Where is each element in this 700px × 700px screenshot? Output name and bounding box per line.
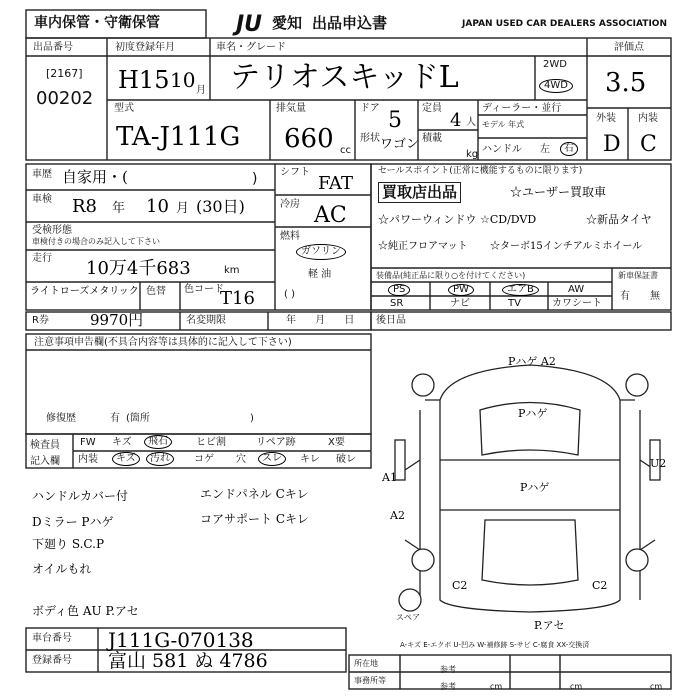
car-name-label: 車名・グレード <box>216 42 286 53</box>
doors-label: ドア <box>360 103 380 114</box>
check-fw: FW <box>80 437 96 448</box>
mileage-unit: km <box>224 265 240 276</box>
check-x: X要 <box>328 437 345 448</box>
dims-cm-2: cm <box>570 682 583 691</box>
check-crack: ヒビ割 <box>196 437 226 448</box>
drive-2wd: 2WD <box>543 59 567 70</box>
registration-year: H15 <box>118 66 170 94</box>
aircon-label: 冷房 <box>280 199 300 210</box>
chassis-value: J111G-070138 <box>108 628 254 652</box>
inspection-month-unit: 月 <box>176 201 190 216</box>
check-chip: 飛石 <box>144 435 172 449</box>
sales-point-1: ☆ユーザー買取車 <box>510 185 607 199</box>
check-cut: キレ <box>300 454 320 465</box>
remark-5: 下廻り S.C.P <box>32 537 105 551</box>
assoc-name: JAPAN USED CAR DEALERS ASSOCIATION <box>462 19 667 29</box>
mileage-label: 走行 <box>32 253 52 264</box>
usage-value: 自家用・( <box>62 168 128 186</box>
plate-value: 富山 581 ぬ 4786 <box>108 650 268 672</box>
equip-aw: AW <box>568 284 585 295</box>
repair-label: 修復歴 <box>46 413 76 424</box>
equip-pw: PW <box>448 284 474 296</box>
lot-number: 00202 <box>36 88 94 109</box>
dims-label-2: 事務所等 <box>354 676 386 685</box>
displacement-value: 660 <box>284 124 334 154</box>
drive-4wd: 4WD <box>539 79 573 93</box>
sales-points-label: セールスポイント(正常に機能するものに限ります) <box>378 166 583 176</box>
shift-label: シフト <box>280 167 310 178</box>
repair-place: (箇所 <box>126 413 150 424</box>
inspection-month: 10 <box>146 196 169 217</box>
sales-point-4: ☆新品タイヤ <box>586 213 652 226</box>
mileage-value: 10万4千683 <box>86 258 191 279</box>
inspection-era: R8 <box>72 196 98 217</box>
sales-point-6: ☆ターボ15インチアルミホイール <box>490 241 643 252</box>
check-repair: リペア跡 <box>256 437 296 448</box>
check-int-scratch: キズ <box>112 452 140 466</box>
handle-label: ハンドル <box>482 144 522 155</box>
recycle-label: R券 <box>32 315 49 326</box>
rating-value: 3.5 <box>605 68 647 98</box>
equip-leather: カワシート <box>552 298 602 309</box>
dims-cm-3: cm <box>650 682 663 691</box>
name-change-label: 名変期限 <box>186 315 226 326</box>
dims-label-1: 所在地 <box>354 659 378 668</box>
displacement-label: 排気量 <box>276 103 306 114</box>
remark-4: コアサポート Cキレ <box>200 512 309 526</box>
repair-yes: 有 <box>110 413 120 424</box>
rating-int: C <box>640 132 657 157</box>
diagram-mark-front: Pハゲ A2 <box>508 355 556 368</box>
fuel-gasoline: ガソリン <box>296 244 346 260</box>
check-dirt: 汚れ <box>146 452 174 466</box>
remark-3: Dミラー Pハゲ <box>32 515 114 529</box>
equipment-label: 装備品(純正品に限り○を付けてください) <box>376 271 526 280</box>
warranty-label: 新車保証書 <box>618 271 658 280</box>
remark-1: ハンドルカバー付 <box>32 489 129 503</box>
diagram-mark-right: U2 <box>650 457 667 470</box>
check-interior: 内装 <box>78 454 98 465</box>
handle-right: 右 <box>560 142 578 156</box>
remark-6: オイルもれ <box>32 562 92 576</box>
model-value: TA-J111G <box>116 122 241 152</box>
sales-point-3: ☆CD/DVD <box>480 213 537 226</box>
equip-ps: PS <box>388 284 410 296</box>
shift-value: FAT <box>318 173 353 194</box>
load-label: 積載 <box>422 133 442 144</box>
inspection-label: 車検 <box>32 194 52 205</box>
recycle-value: 9970円 <box>90 311 144 329</box>
fuel-label: 燃料 <box>280 231 300 242</box>
receipt-label: 受検形態 <box>32 225 72 236</box>
back-date-label: 後日品 <box>376 315 406 326</box>
registration-month-unit: 月 <box>196 85 206 96</box>
shape-label: 形状 <box>360 133 380 144</box>
diagram-mark-left2: A2 <box>390 509 405 522</box>
rating-ext: D <box>603 132 621 157</box>
check-hole: 穴 <box>236 454 246 465</box>
diagram-mark-roof: Pハゲ <box>520 481 550 494</box>
diagram-mark-rear-right: C2 <box>592 579 608 592</box>
equip-airbag: エアB <box>502 284 539 296</box>
fuel-other: ( ) <box>284 289 295 300</box>
diagram-mark-rear-left: C2 <box>452 579 468 592</box>
rating-ext-label: 外装 <box>596 113 616 124</box>
notes-label: 注意事項申告欄(不具合内容等は具体的に記入して下さい) <box>34 337 292 348</box>
dims-ref-2: 参考 <box>440 682 456 691</box>
check-burn: コゲ <box>194 454 214 465</box>
lot-bracket: [2167] <box>46 67 83 80</box>
color-change-label: 色替 <box>146 286 166 297</box>
capacity-label: 定員 <box>422 103 442 114</box>
dealer-label: ディーラー・並行 <box>482 103 562 114</box>
usage-label: 車歴 <box>32 169 52 180</box>
inspection-day: (30日) <box>196 197 245 216</box>
model-label: 型式 <box>114 103 134 114</box>
model-year-label: モデル 年式 <box>482 120 525 129</box>
checker-label: 検査員 記入欄 <box>30 440 60 467</box>
color-body: ライトローズメタリック <box>30 286 139 297</box>
diagram-mark-left1: A1 <box>382 471 397 484</box>
shape-value: ワゴン <box>380 137 420 152</box>
load-unit: kg <box>466 149 479 160</box>
equip-navi: ナビ <box>450 298 470 309</box>
diagram-mark-hood: Pハゲ <box>518 407 548 420</box>
chassis-label: 車台番号 <box>32 633 72 644</box>
aircon-value: AC <box>314 203 347 228</box>
registration-label: 初度登録年月 <box>115 42 175 53</box>
sales-point-5: ☆純正フロアマット <box>378 241 468 252</box>
equip-tv: TV <box>508 298 521 309</box>
usage-close: ) <box>252 171 258 187</box>
remark-7: ボディ色 AU P.アセ <box>32 604 139 618</box>
displacement-unit: cc <box>340 145 351 156</box>
inspection-year-unit: 年 <box>112 201 126 216</box>
lot-label: 出品番号 <box>33 42 73 53</box>
dims-cm-1: cm <box>490 682 503 691</box>
car-name: テリオスキッドL <box>230 60 459 95</box>
rating-label: 評価点 <box>614 42 644 53</box>
spare-label: スペア <box>396 613 420 622</box>
equip-sr: SR <box>390 298 404 309</box>
diagram-mark-rear: P.アセ <box>534 619 565 632</box>
sales-point-2: ☆パワーウィンドウ <box>378 213 477 226</box>
plate-label: 登録番号 <box>32 655 72 666</box>
doors-value: 5 <box>388 108 402 133</box>
warranty-yes: 有 <box>620 291 630 302</box>
check-scratch: キズ <box>112 437 132 448</box>
name-change-date: 年 月 日 <box>286 315 363 326</box>
storage-label: 車内保管・守衛保管 <box>34 15 160 31</box>
handle-left: 左 <box>540 144 550 155</box>
check-tear: 破レ <box>336 454 356 465</box>
color-code: T16 <box>220 288 255 309</box>
capacity-unit: 人 <box>466 117 476 128</box>
check-wear: スレ <box>258 452 286 466</box>
repair-close: ) <box>250 413 254 424</box>
rating-int-label: 内装 <box>638 113 658 124</box>
fuel-diesel: 軽 油 <box>308 269 332 280</box>
diagram-legend: A-キズ E-エクボ U-凹み W-補修跡 S-サビ C-腐食 XX-交換済 <box>400 641 590 649</box>
form-title: 出品申込書 <box>312 14 388 32</box>
capacity-value: 4 <box>450 110 462 131</box>
ju-logo: JU <box>236 12 263 37</box>
org-name: 愛知 <box>272 14 303 32</box>
sales-points-title: 買取店出品 <box>378 182 461 203</box>
remark-2: エンドパネル Cキレ <box>200 487 309 501</box>
color-code-label: 色コード <box>184 284 224 295</box>
registration-month: 10 <box>170 68 196 92</box>
receipt-note: 車検付きの場合のみ記入して下さい <box>32 237 160 246</box>
dims-ref-1: 参考 <box>440 665 456 674</box>
warranty-no: 無 <box>650 291 660 302</box>
